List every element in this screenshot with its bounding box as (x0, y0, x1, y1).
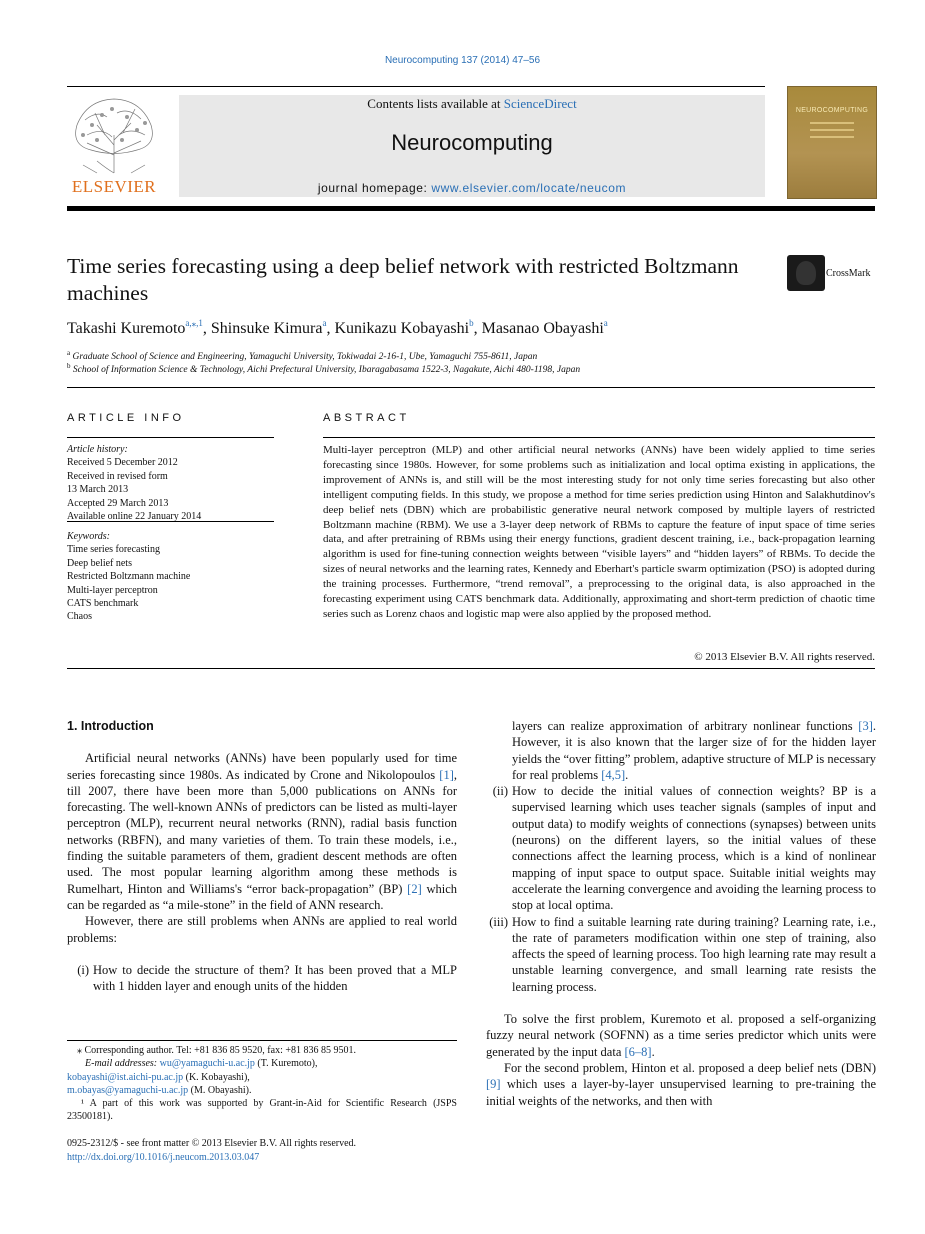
crossmark-label[interactable]: CrossMark (826, 268, 871, 279)
author-affiliation-mark[interactable]: a,⁎,1 (185, 318, 203, 328)
abstract-rule (323, 437, 875, 438)
author-list (67, 318, 608, 338)
abstract-text: Multi-layer perceptron (MLP) and other artificial neural networks (ANNs) have been widely applied to time series forecasting since 1980s. However, for some problems such as initialization and local optima existing in applications, the improvement of ANNs is, and still will be the most interesting study for not only time series forecasting but also other intelligent computing fields. In this study, we propose a method for time series prediction using Hinton and Salakhutdinov's deep belief nets (DBN) which are probabilistic generative neural network composed by multiple layers of restricted Boltzmann machine (RBM). We use a 3-layer deep network of RBMs to capture the feature of input space of time series data, and after pretraining of RBMs using their energy functions, gradient descent training, i.e., back-propagation learning algorithm is used for fine-tuning connection weights between “visible layers” and “hidden layers” of RBMs. To decide the sizes of neural networks and the learning rates, Kennedy and Eberhart's particle swarm optimization (PSO) is adopted during the training processes. Furthermore, “trend removal”, a preprocessing to the original data, is also approached in the forecasting experiment using CATS benchmark data. Additionally, approximating and short-term prediction of chaotic time series such as Lorenz chaos and logistic map were also applied by the proposed method. (323, 444, 875, 620)
history-label: Article history: (67, 444, 128, 455)
item-text: . However, it is also known that the larger size of for the hidden layer yields the “over fitting” problem, adaptive structure of MLP is necessary for real problems (512, 719, 876, 782)
reference-link[interactable]: [3] (858, 719, 873, 733)
issn-line: 0925-2312/$ - see front matter © 2013 Elsevier B.V. All rights reserved. (67, 1138, 357, 1149)
contents-prefix: Contents lists available at (367, 96, 504, 111)
tree-icon (67, 95, 161, 175)
cover-title: NEUROCOMPUTING (795, 107, 869, 114)
article-history (67, 443, 274, 523)
numbered-item-continued (486, 718, 876, 783)
paragraph-text: , till 2007, there have been more than 5,000 publications on ANNs for forecasting. The well-known ANNs of predictors can be listed as multi-layer perceptron (MLP), recurrent neural networks (RNN), radial basis function networks (RBFN), and many varieties of them. To train these models, i.e., finding the suitable parameters of them, gradient descent methods are often used. The most popular learning algorithm among these methods is Rumelhart, Hinton and Williams's “error back-propagation” (BP) (67, 767, 457, 896)
keywords-rule (67, 521, 274, 522)
journal-citation[interactable]: Neurocomputing 137 (2014) 47–56 (384, 55, 541, 66)
affiliation-mark: b (67, 362, 71, 370)
paragraph-text: Artificial neural networks (ANNs) have been popularly used for time series forecasting since 1980s. As indicated by Crone and Nikolopoulos (67, 751, 457, 782)
body-right-column (486, 718, 876, 1109)
reference-link[interactable]: [2] (407, 881, 422, 896)
keyword: Chaos (67, 611, 92, 623)
journal-banner (179, 95, 765, 197)
email-label: E-mail addresses: (85, 1058, 158, 1070)
email-link[interactable]: kobayashi@ist.aichi-pu.ac.jp (67, 1071, 184, 1083)
author-name[interactable]: Masanao Obayashi (481, 320, 604, 337)
keyword: Time series forecasting (67, 544, 160, 556)
paragraph-text: For the second problem, Hinton et al. proposed a deep belief nets (DBN) (504, 1060, 876, 1075)
keyword: Restricted Boltzmann machine (67, 571, 191, 583)
sciencedirect-link[interactable]: ScienceDirect (503, 96, 577, 111)
email-owner: (T. Kuremoto), (254, 1058, 318, 1070)
reference-link[interactable]: [6–8] (624, 1044, 652, 1059)
section-heading: 1. Introduction (67, 719, 154, 733)
abstract-copyright: © 2013 Elsevier B.V. All rights reserved. (694, 651, 875, 663)
author-name[interactable]: Takashi Kuremoto (67, 320, 186, 337)
history-entry: Available online 22 January 2014 (67, 511, 202, 523)
doi-link[interactable]: http://dx.doi.org/10.1016/j.neucom.2013.03.047 (67, 1151, 260, 1163)
item-text: How to decide the structure of them? It has been proved that a MLP with 1 hidden layer and enough units of the hidden (93, 962, 457, 994)
email-owner: (M. Obayashi). (188, 1084, 252, 1096)
item-text: How to find a suitable learning rate during training? Learning rate, i.e., the rate of parameters modification within one step of training, also affects the speed of learning process. Too high learning rate may result a unstable learning convergence, and small learning rate resists the learning process. (512, 914, 876, 994)
paragraph-text: . (651, 1044, 655, 1059)
reference-link[interactable]: [4,5] (601, 767, 626, 782)
author-affiliation-mark[interactable]: b (469, 318, 474, 328)
item-text: layers can realize approximation of arbitrary nonlinear functions (512, 719, 859, 733)
keywords-label: Keywords: (67, 531, 110, 542)
item-number: (iii) (489, 914, 508, 929)
footnotes (67, 1044, 457, 1124)
body-paragraph (67, 750, 457, 913)
affiliation-text: Graduate School of Science and Engineering, Yamaguchi University, Tokiwadai 2-16-1, Ube, Yamaguchi 755-8611, Japan (72, 352, 538, 362)
abstract-heading: ABSTRACT (323, 412, 410, 424)
article-info-rule (67, 437, 274, 438)
paragraph-text: which uses a layer-by-layer unsupervised learning to pre-training the initial weights of the networks, and then with (486, 1077, 876, 1108)
author-separator: , (202, 320, 211, 337)
paragraph-text: which can be regarded as “a mile-stone” in the field of ANN research. (67, 881, 457, 912)
contents-line (179, 96, 765, 112)
article-title: Time series forecasting using a deep belief network with restricted Boltzmann machines (67, 254, 739, 305)
cover-decoration (810, 122, 854, 143)
affiliation (67, 362, 580, 375)
body-paragraph (486, 1011, 876, 1060)
author-affiliation-mark[interactable]: a (603, 318, 608, 328)
publisher-name: ELSEVIER (71, 177, 157, 196)
homepage-link[interactable]: www.elsevier.com/locate/neucom (431, 181, 627, 195)
front-matter (67, 1137, 457, 1164)
keyword: Multi-layer perceptron (67, 584, 158, 596)
body-paragraph: However, there are still problems when ANNs are applied to real world problems: (67, 914, 457, 945)
email-owner: (K. Kobayashi), (183, 1071, 250, 1083)
item-number: (ii) (492, 784, 508, 799)
header-rule (67, 86, 765, 87)
article-info-heading: ARTICLE INFO (67, 412, 185, 424)
item-text: . (625, 767, 629, 782)
item-number: (i) (77, 962, 89, 977)
author-name[interactable]: Kunikazu Kobayashi (334, 320, 470, 337)
homepage-line (179, 181, 765, 195)
paragraph-text: To solve the first problem, Kuremoto et al. proposed a self-organizing fuzzy neural network (SOFNN) as a time series predictor which units were generated by the input data (486, 1012, 876, 1059)
keyword: Deep belief nets (67, 557, 132, 569)
email-line (67, 1057, 457, 1070)
elsevier-logo (67, 95, 161, 197)
corresponding-author-note: ⁎ Corresponding author. Tel: +81 836 85 9520, fax: +81 836 85 9501. (77, 1045, 356, 1056)
history-entry: Accepted 29 March 2013 (67, 497, 169, 509)
author-name[interactable]: Shinsuke Kimura (210, 320, 323, 337)
journal-cover-thumbnail[interactable] (787, 86, 877, 199)
email-line (67, 1071, 457, 1084)
homepage-prefix: journal homepage: (317, 181, 432, 195)
keyword: CATS benchmark (67, 598, 139, 610)
email-line (67, 1084, 457, 1097)
header-thick-rule (67, 206, 875, 211)
reference-link[interactable]: [9] (486, 1077, 501, 1092)
item-text: How to decide the initial values of connection weights? BP is a supervised learning which uses teacher signals (samples of input and output data) to modify weights of connections (synapses) between units (neurons) on the different layers, so the initial values of these connections affect the learning process, which is a kind of nonlinear mapping of input space to output space. Suitable initial weights may accelerate the learning convergence and avoiding the learning process to stop at local optima. (512, 784, 876, 913)
crossmark-icon[interactable] (787, 255, 825, 291)
abstract-bottom-rule (67, 668, 875, 669)
body-left-column (67, 718, 457, 994)
affiliation-mark: a (67, 349, 71, 357)
numbered-item (486, 783, 876, 913)
email-link[interactable]: m.obayas@yamaguchi-u.ac.jp (67, 1084, 189, 1096)
keywords-list (67, 530, 274, 624)
history-entry: Received in revised form (67, 470, 168, 482)
reference-link[interactable]: [1] (439, 767, 454, 782)
history-entry: Received 5 December 2012 (67, 457, 178, 469)
affiliation (67, 349, 537, 362)
affiliation-text: School of Information Science & Technology, Aichi Prefectural University, Ibaragabasama 1522-3, Nagakute, Aichi 480-1198, Japan (72, 365, 581, 375)
section-rule (67, 387, 875, 388)
body-paragraph (486, 1060, 876, 1109)
funding-footnote: ¹ A part of this work was supported by Grant-in-Aid for Scientific Research (JSPS 23500181). (67, 1098, 457, 1123)
numbered-item (486, 914, 876, 995)
author-separator: , (326, 320, 335, 337)
email-link[interactable]: wu@yamaguchi-u.ac.jp (159, 1058, 255, 1070)
history-entry: 13 March 2013 (67, 484, 129, 496)
journal-name: Neurocomputing (391, 130, 553, 155)
numbered-item (67, 962, 457, 995)
author-affiliation-mark[interactable]: a (322, 318, 327, 328)
author-separator: , (473, 320, 482, 337)
footnote-rule (67, 1040, 457, 1041)
